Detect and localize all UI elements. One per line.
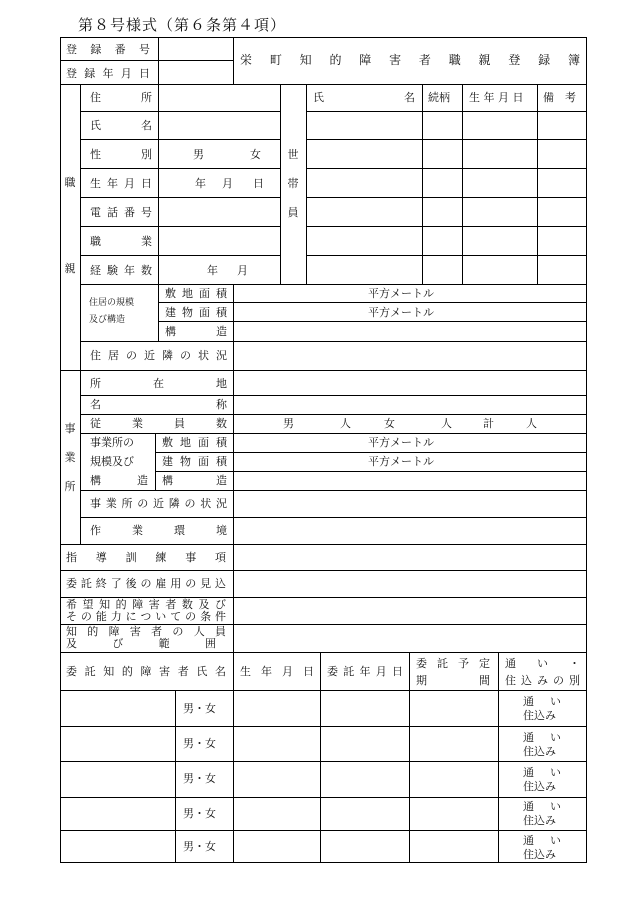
grid-line — [233, 341, 234, 371]
address-label: 住 所 — [90, 91, 152, 104]
office-employees-label: 従 業 員 数 — [90, 417, 227, 430]
birth-year-unit: 年 — [195, 177, 206, 190]
grid-line — [233, 652, 234, 863]
entrusted-sex: 男・女 — [183, 737, 216, 750]
grid-line — [233, 37, 234, 85]
office-scale-label-2: 規模及び — [90, 455, 134, 468]
entrusted-period-header-2: 期 間 — [416, 674, 490, 687]
grid-line — [233, 544, 234, 653]
form-title: 第８号様式（第６条第４項） — [78, 16, 287, 34]
residence-scale-label-2: 及び構造 — [89, 315, 126, 325]
residence-scale-label-1: 住居の規模 — [89, 298, 135, 308]
residence-building-label: 建 物 面 積 — [165, 306, 227, 319]
grid-line — [60, 726, 587, 727]
grid-line — [80, 168, 280, 169]
household-label-1: 世 — [287, 148, 299, 161]
entrusted-sex: 男・女 — [183, 807, 216, 820]
office-structure-label: 構 造 — [162, 474, 227, 487]
grid-line — [80, 197, 280, 198]
grid-line — [60, 761, 587, 762]
grid-line — [60, 370, 587, 371]
exp-label: 経験年数 — [90, 264, 152, 277]
grid-line — [158, 321, 587, 322]
commute-header-1: 通 い ・ — [505, 657, 580, 670]
grid-line — [158, 84, 159, 284]
office-sqm-unit-2: 平方メートル — [368, 455, 434, 468]
household-label-2: 帯 — [287, 177, 299, 190]
grid-line — [306, 111, 587, 112]
entrusted-sex: 男・女 — [183, 840, 216, 853]
office-scale-label-3: 構 造 — [90, 474, 148, 487]
grid-line — [60, 544, 587, 545]
birth-label: 生年月日 — [90, 177, 152, 190]
office-label-3: 所 — [64, 480, 76, 493]
employees-male: 男 — [283, 417, 294, 430]
grid-line — [155, 433, 156, 490]
job-label: 職 業 — [90, 235, 152, 248]
grid-line — [60, 570, 587, 571]
grid-line — [537, 84, 538, 284]
birth-month-unit: 月 — [222, 177, 233, 190]
grid-line — [320, 652, 321, 863]
grid-line — [306, 84, 307, 284]
grid-line — [60, 37, 587, 38]
section-label-shokushin-1: 職 — [64, 176, 76, 189]
grid-line — [158, 302, 587, 303]
household-label-3: 員 — [287, 206, 299, 219]
exp-year-unit: 年 — [207, 264, 218, 277]
entrusted-commute-2: 住込み — [523, 848, 556, 861]
grid-line — [233, 284, 234, 341]
household-name-col-1: 氏 — [313, 91, 324, 104]
grid-line — [586, 37, 587, 863]
employees-total: 計 — [483, 417, 494, 430]
grid-line — [306, 168, 587, 169]
entrusted-commute-1: 通 い — [523, 800, 561, 813]
grid-line — [80, 84, 81, 545]
desired-count-label-2: その能力についての条件 — [66, 610, 226, 623]
name-label: 氏 名 — [90, 119, 152, 132]
entrusted-commute-2: 住込み — [523, 780, 556, 793]
employment-outlook-label: 委託終了後の雇用の見込 — [66, 577, 226, 590]
grid-line — [80, 517, 587, 518]
grid-line — [422, 84, 423, 284]
office-neighborhood-label: 事 業 所 の 近 隣 の 状 況 — [90, 497, 227, 510]
phone-label: 電 話 番 号 — [90, 206, 152, 219]
grid-line — [158, 284, 159, 341]
household-name-col-2: 名 — [404, 91, 415, 104]
residence-structure-label: 構 造 — [165, 325, 227, 338]
grid-line — [306, 226, 587, 227]
grid-line — [233, 370, 234, 545]
sex-female-option: 女 — [250, 148, 261, 161]
grid-line — [60, 797, 587, 798]
residence-land-label: 敷 地 面 積 — [165, 287, 227, 300]
entrusted-commute-1: 通 い — [523, 731, 561, 744]
entrusted-name-header: 委 託 知 的 障 害 者 氏 名 — [66, 665, 226, 678]
entrusted-commute-2: 住込み — [523, 709, 556, 722]
grid-line — [80, 395, 587, 396]
grid-line — [155, 471, 587, 472]
grid-line — [462, 84, 463, 284]
book-title: 栄 町 知 的 障 害 者 職 親 登 録 簿 — [240, 53, 580, 67]
grid-line — [498, 652, 499, 863]
range-label-1: 知 的 障 害 者 の 人 員 — [66, 625, 226, 638]
office-label-1: 事 — [64, 422, 76, 435]
reg-date-label: 登 録 年 月 日 — [66, 67, 150, 80]
grid-line — [155, 452, 587, 453]
grid-line — [80, 433, 587, 434]
employees-person-unit-2: 人 — [441, 417, 452, 430]
employees-person-unit-3: 人 — [526, 417, 537, 430]
grid-line — [60, 862, 587, 863]
grid-line — [409, 652, 410, 863]
office-location-label: 所 在 地 — [90, 377, 227, 390]
grid-line — [60, 652, 587, 653]
grid-line — [80, 255, 280, 256]
grid-line — [175, 690, 176, 863]
grid-line — [60, 84, 587, 85]
grid-line — [80, 284, 587, 285]
office-scale-label-1: 事業所の — [90, 436, 134, 449]
household-birth-col: 生 年 月 日 — [469, 91, 524, 104]
sex-male-option: 男 — [193, 148, 204, 161]
residence-sqm-unit-1: 平方メートル — [368, 287, 434, 300]
office-name-label: 名 称 — [90, 398, 227, 411]
range-label-2: 及 び 範 囲 — [66, 637, 216, 650]
grid-line — [80, 341, 587, 342]
household-relation-col: 続柄 — [428, 91, 450, 104]
sex-label: 性 別 — [90, 148, 152, 161]
guidance-label: 指 導 訓 練 事 項 — [66, 551, 226, 564]
employees-female: 女 — [384, 417, 395, 430]
entrusted-commute-2: 住込み — [523, 814, 556, 827]
entrusted-period-header-1: 委 託 予 定 — [416, 657, 490, 670]
grid-line — [60, 60, 233, 61]
grid-line — [80, 139, 280, 140]
office-sqm-unit-1: 平方メートル — [368, 436, 434, 449]
entrusted-date-header: 委 託 年 月 日 — [327, 665, 403, 678]
grid-line — [60, 830, 587, 831]
grid-line — [60, 690, 587, 691]
grid-line — [80, 226, 280, 227]
grid-line — [306, 255, 587, 256]
office-environment-label: 作 業 環 境 — [90, 524, 227, 537]
office-building-label: 建 物 面 積 — [162, 455, 227, 468]
entrusted-commute-1: 通 い — [523, 695, 561, 708]
office-label-2: 業 — [64, 451, 76, 464]
commute-header-2: 住込みの別 — [505, 674, 580, 687]
entrusted-commute-2: 住込み — [523, 745, 556, 758]
grid-line — [306, 139, 587, 140]
entrusted-birth-header: 生 年 月 日 — [240, 665, 314, 678]
residence-sqm-unit-2: 平方メートル — [368, 306, 434, 319]
entrusted-commute-1: 通 い — [523, 766, 561, 779]
residence-neighborhood-label: 住 居 の 近 隣 の 状 況 — [90, 349, 227, 362]
office-land-label: 敷 地 面 積 — [162, 436, 227, 449]
grid-line — [280, 84, 281, 284]
grid-line — [80, 414, 587, 415]
grid-line — [306, 197, 587, 198]
entrusted-commute-1: 通 い — [523, 834, 561, 847]
grid-line — [80, 111, 280, 112]
household-remarks-col: 備 考 — [543, 91, 576, 104]
entrusted-sex: 男・女 — [183, 772, 216, 785]
reg-number-label: 登 録 番 号 — [66, 43, 150, 56]
exp-month-unit: 月 — [237, 264, 248, 277]
entrusted-sex: 男・女 — [183, 702, 216, 715]
birth-day-unit: 日 — [253, 177, 264, 190]
employees-person-unit-1: 人 — [340, 417, 351, 430]
grid-line — [80, 490, 587, 491]
grid-line — [158, 37, 159, 85]
section-label-shokushin-2: 親 — [64, 262, 76, 275]
desired-count-label-1: 希望知的障害者数及び — [66, 598, 226, 611]
grid-line — [60, 37, 61, 863]
